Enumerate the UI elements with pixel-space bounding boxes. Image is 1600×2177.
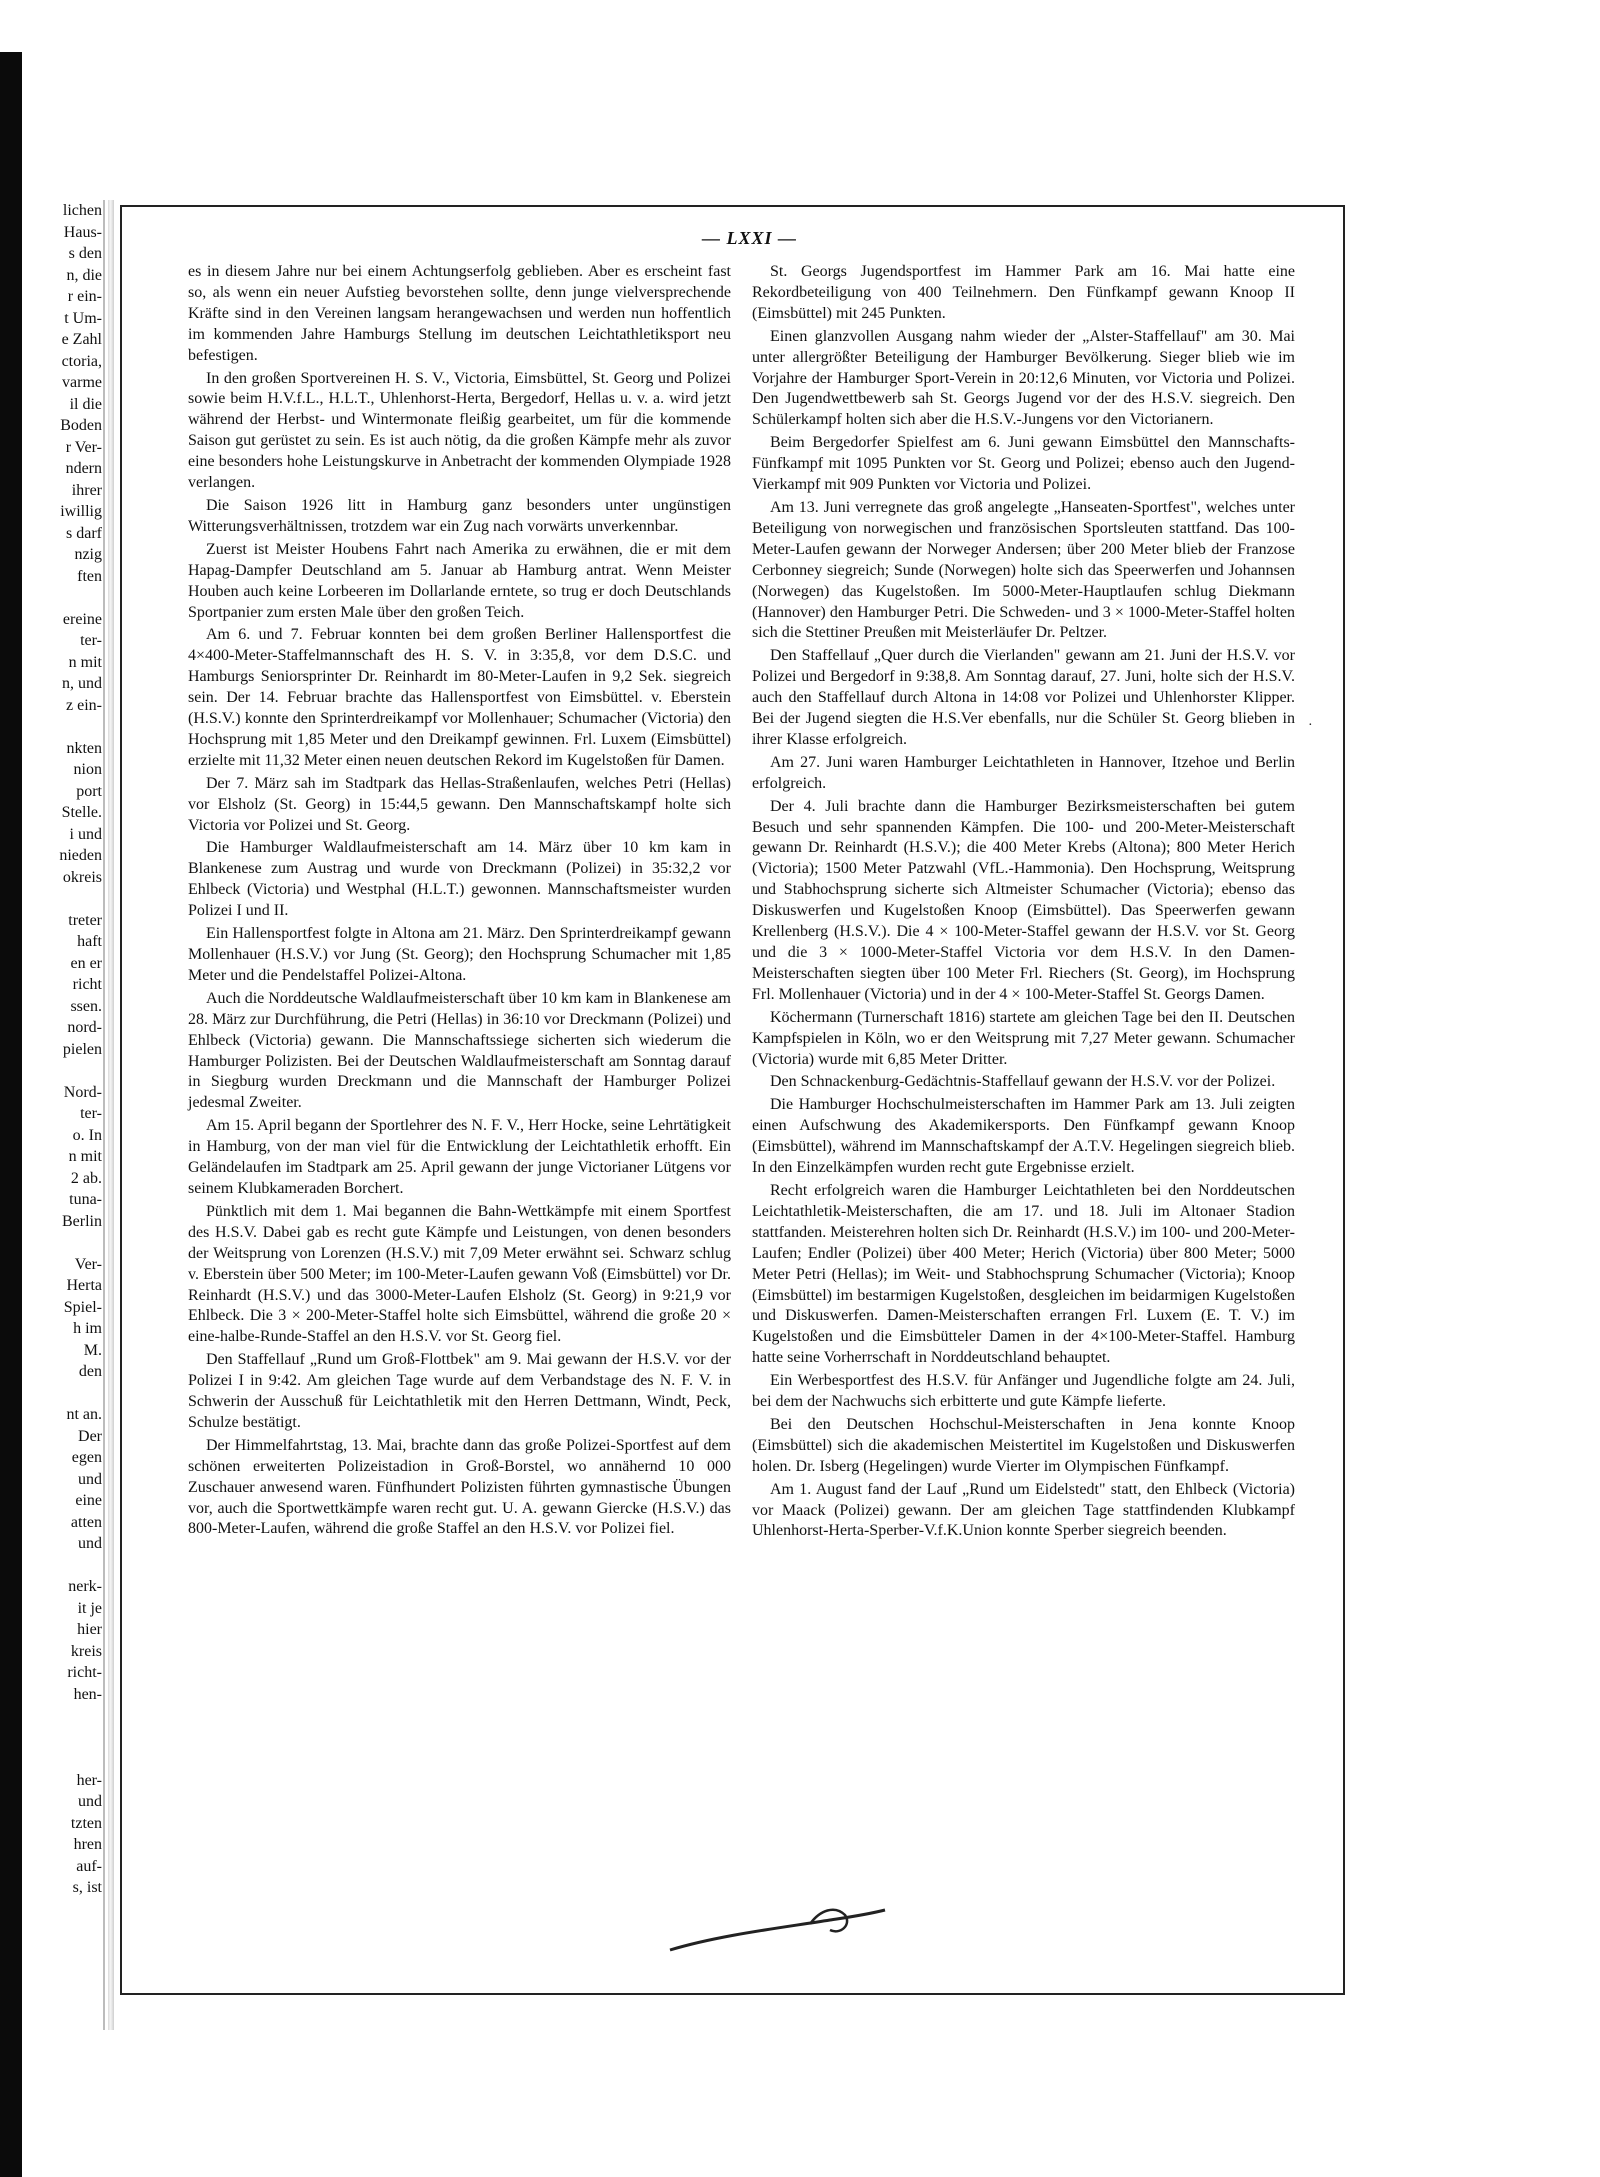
fragment-line: ter- <box>80 1105 102 1122</box>
fragment-line: en er <box>70 954 102 972</box>
fragment-line <box>10 716 102 738</box>
fragment-line: s, ist <box>72 1879 102 1896</box>
fragment-line: n mit <box>68 1148 102 1165</box>
adjacent-page-fragment <box>10 200 108 2040</box>
paragraph: Pünktlich mit dem 1. Mai begannen die Bahn-Wettkämpfe mit einem Sportfest des H.S.V. Dabei gab es recht gute Kämpfe und Leistungen, von denen besonders der Weitsprung von Lorenzen (H.S.V.) mit 7,09 Meter erwähnt sei. Schwarz schlug v. Eberstein über 500 Meter; im 100-Meter-Laufen gewann Voß (Eimsbüttel) vor Dr. Reinhardt (H.S.V.) und das 3000-Meter-Laufen Elsholz (St. Georg) in 9:21,9 vor Ehlbeck. Die 3 × 200-Meter-Staffel holte sich Eimsbüttel, während die große 20 × eine-halbe-Runde-Staffel an den H.S.V. vor St. Georg fiel. <box>188 1202 731 1346</box>
fragment-line: Stelle. <box>61 804 102 821</box>
fragment-line: e Zahl <box>61 331 102 348</box>
fragment-line: r ein- <box>67 288 102 305</box>
fragment-line <box>10 1748 102 1770</box>
fragment-line: nerk- <box>68 1578 102 1595</box>
paragraph: In den großen Sportvereinen H. S. V., Victoria, Eimsbüttel, St. Georg und Polizei sowie beim H.V.f.L., H.L.T., Uhlenhorst-Herta, Bergedorf, Hellas u. v. a. wird jetzt während der Herbst- und Wintermonate fleißig gearbeitet, um für die kommende Saison gut gerüstet zu sein. Es ist auch nötig, da die großen Kämpfe mehr als zuvor eine besonders hohe Leistungskurve in Anbetracht der kommenden Olympiade 1928 verlangen. <box>188 369 731 492</box>
paragraph: Ein Werbesportfest des H.S.V. für Anfänger und Jugendliche folgte am 24. Juli, bei dem der Nachwuchs sich erbitterte und gute Kämpfe lieferte. <box>752 1372 1295 1411</box>
fragment-line: nzig <box>74 546 102 563</box>
paragraph: Die Hamburger Hochschulmeisterschaften im Hammer Park am 13. Juli zeigten einen Aufschwung des Akademikersports. Den Fünfkampf gewann Knoop (Eimsbüttel), während im Mannschaftskampf der A.T.V. Hegelingen siegreich blieb. In den Einzelkämpfen wurden recht gute Ergebnisse erzielt. <box>752 1096 1295 1177</box>
fragment-line: n, und <box>62 675 102 692</box>
paragraph: Den Schnackenburg-Gedächtnis-Staffellauf gewann der H.S.V. vor der Polizei. <box>770 1073 1276 1091</box>
fragment-line: und <box>78 1470 102 1488</box>
paragraph: Am 6. und 7. Februar konnten bei dem großen Berliner Hallensportfest die 4×400-Meter-Staffelmannschaft des H. S. V. in 3:35,8, vor dem D.S.C. und Hamburgs Seniorsprinter Dr. Reinhardt im 80-Meter-Laufen in 9,2 Sek. siegreich sein. Der 14. Februar brachte das Hallensportfest von Eimsbüttel. v. Eberstein (H.S.V.) konnte den Sprinterdreikampf vor Mollenhauer; Schumacher (Victoria) den Hochsprung mit 1,85 Meter und den Dreikampf gewinnen. Frl. Luxem (Eimsbüttel) erzielte mit 11,32 Meter einen neuen deutschen Rekord im Kugelstoßen für Damen. <box>188 626 731 769</box>
fragment-line: M. <box>83 1341 102 1359</box>
fragment-line: tuna- <box>69 1191 102 1208</box>
book-gutter <box>108 200 114 2030</box>
fragment-line: tzten <box>70 1814 102 1832</box>
fragment-line: Herta <box>66 1277 102 1294</box>
fragment-line: t Um- <box>64 309 102 327</box>
fragment-line: il die <box>69 395 102 413</box>
fragment-line: und <box>78 1793 102 1810</box>
fragment-line: s darf <box>66 524 102 542</box>
paragraph: Ein Hallensportfest folgte in Altona am 21. März. Den Sprinterdreikampf gewann Mollenhauer (H.S.V.) vor Jung (St. Georg); den Hochsprung Schumacher mit 1,85 Meter und die Pendelstaffel Polizei-Altona. <box>188 925 731 984</box>
fragment-line: ihrer <box>71 481 102 499</box>
fragment-line: s den <box>68 245 102 262</box>
fragment-line <box>10 1383 102 1405</box>
paragraph: Die Hamburger Waldlaufmeisterschaft am 14. März über 10 km kam in Blankenese zum Austrag und wurde von Dreckmann (Polizei) in 35:32,2 vor Ehlbeck (Victoria) und Westphal (H.L.T.) gewonnen. Mannschaftsmeister wurden Polizei I und II. <box>188 839 731 920</box>
fragment-line: Haus- <box>63 223 102 241</box>
fragment-line: nieden <box>59 847 102 864</box>
fragment-line: n mit <box>68 653 102 671</box>
fragment-line: pielen <box>62 1040 102 1058</box>
fragment-line: Spiel- <box>63 1298 102 1316</box>
fragment-line: treter <box>68 911 102 929</box>
fragment-line <box>10 587 102 609</box>
paragraph: Auch die Norddeutsche Waldlaufmeisterschaft über 10 km kam in Blankenese am 28. März zur Durchführung, die Petri (Hellas) in 36:10 vor Dreckmann (Polizei) und Ehlbeck (Victoria) gewann. Die Mannschaftssiege sicherten sich wiederum die Hamburger Polizisten. Bei der Deutschen Waldlaufmeisterschaft am Sonntag darauf in Siegburg wurden Dreckmann und die Mannschaft der Hamburger Polizei jedesmal Zweiter. <box>188 989 731 1112</box>
paragraph: Recht erfolgreich waren die Hamburger Leichtathleten bei den Norddeutschen Leichtathletik-Meisterschaften, die am 17. und 18. Juli im Altonaer Stadion stattfanden. Meisterehren holten sich Dr. Reinhardt (H.S.V.) im 100- und 200-Meter-Laufen; Endler (Polizei) über 400 Meter; Herich (Victoria) über 800 Meter; 5000 Meter Petri (Hellas); im Weit- und Stabhochsprung Schumacher (Victoria); Knoop (Eimsbüttel) im bestarmigen Kugelstoßen, desgleichen im beidarmigen Kugelstoßen und Diskuswerfen. Damen-Meisterschaften errangen Frl. Luxem (E. T. V.) im Kugelstoßen und die Eimsbütteler Damen in der 4×100-Meter-Staffel. Hamburg hatte seine Vorherrschaft in Norddeutschland behauptet. <box>752 1181 1295 1367</box>
fragment-line: 2 ab. <box>70 1169 102 1187</box>
paragraph: Am 27. Juni waren Hamburger Leichtathleten in Hannover, Itzehoe und Berlin erfolgreich. <box>752 753 1295 792</box>
fragment-line: eine <box>75 1492 102 1509</box>
fragment-line: nion <box>73 761 102 778</box>
fragment-line <box>10 1555 102 1577</box>
paragraph: Der 4. Juli brachte dann die Hamburger Bezirksmeisterschaften bei gutem Besuch und sehr spannenden Kämpfen. Die 100- und 200-Meter-Meisterschaft gewann Dr. Reinhardt (H.S.V.); die 400 Meter Krebs (Altona); 800 Meter Herich (Victoria); 1500 Meter Patzwahl (VfL.-Hammonia). Den Hochsprung, Weitsprung und Stabhochsprung sicherte sich Altmeister Schumacher (Victoria); ebenso das Diskuswerfen und Kugelstoßen Knoop (Eimsbüttel). Das Speerwerfen gewann Krellenberg (H.S.V.). Die 4 × 100-Meter-Staffel gewann der H.S.V. vor St. Georg und die 3 × 1000-Meter-Staffel Victoria vor dem H.S.V. In den Damen-Meisterschaften siegten über 100 Meter Frl. Riechers (St. Georg), im Hochsprung Frl. Mollenhauer (Victoria) und in der 4 × 100-Meter-Staffel St. Georgs Damen. <box>752 797 1295 1003</box>
fragment-line: kreis <box>70 1642 102 1660</box>
fragment-line: richt <box>72 976 102 993</box>
paragraph: Beim Bergedorfer Spielfest am 6. Juni gewann Eimsbüttel den Mannschafts-Fünfkampf mit 1095 Punkten vor St. Georg und Polizei; ebenso auch den Jugend-Vierkampf mit 909 Punkten vor Victoria und Polizei. <box>752 434 1295 494</box>
book-gutter-line <box>103 200 105 2030</box>
paragraph: Den Staffellauf „Rund um Groß-Flottbek" am 9. Mai gewann der H.S.V. vor der Polizei I in 9:42. Am gleichen Tage wurde auf dem Verbandstage des N. F. V. in Schwerin der Ausschuß für Leichtathletik mit den Herren Dettmann, Windt, Peck, Schulze bestätigt. <box>188 1351 731 1431</box>
fragment-line: atten <box>70 1513 102 1531</box>
paragraph: Einen glanzvollen Ausgang nahm wieder der „Alster-Staffellauf" am 30. Mai unter allergrößter Beteiligung der Hamburger Bevölkerung. Sieger blieb wie im Vorjahre der Hamburger Sport-Verein in 20:12,6 Minuten, vor Victoria und Polizei. Den Jugendwettbewerb sah St. Georgs Jugend vor der des H.S.V. siegreich. Den Schülerkampf holten sich aber die H.S.V.-Jungens vor den Victorianern. <box>752 327 1295 429</box>
fragment-line: ter- <box>80 632 102 649</box>
fragment-line: haft <box>77 933 102 950</box>
paragraph: Am 13. Juni verregnete das groß angelegte „Hanseaten-Sportfest", welches unter Beteiligung von norwegischen und französischen Sportsleuten stattfand. Das 100-Meter-Laufen gewann der Norweger Andersen; über 200 Meter blieb der Franzose Cerbonney siegreich; Sunde (Norwegen) holte sich das Speerwerfen und Johannsen (Norwegen) das Kugelstoßen. Im 5000-Meter-Hauptlaufen schlug Diekmann (Hannover) den Hamburger Petri. Die Schweden- und 3 × 1000-Meter-Staffel holten sich die Stettiner Preußen mit Meisterläufer Dr. Peltzer. <box>752 498 1295 642</box>
fragment-line: Nord- <box>63 1083 102 1101</box>
fragment-line: Berlin <box>62 1212 102 1230</box>
fragment-line: iwillig <box>60 503 102 520</box>
fragment-line: ereine <box>62 610 102 628</box>
fragment-line <box>10 1705 102 1727</box>
fragment-line: egen <box>71 1449 102 1466</box>
fragment-line: ctoria, <box>61 352 102 370</box>
fragment-line: Boden <box>60 417 102 434</box>
paragraph: Die Saison 1926 litt in Hamburg ganz besonders unter ungünstigen Witterungsverhältnissen, trotzdem war ein Zug nach vorwärts unverkennbar. <box>188 496 731 535</box>
fragment-line: lichen <box>62 202 102 219</box>
fragment-line: okreis <box>62 868 102 886</box>
fragment-line: i und <box>69 825 102 843</box>
fragment-line: hen- <box>73 1685 102 1703</box>
margin-dot: · <box>1308 718 1313 733</box>
fragment-line <box>10 1232 102 1254</box>
fragment-line <box>10 888 102 910</box>
text-column-right <box>752 262 1295 1544</box>
paragraph: Köchermann (Turnerschaft 1816) startete am gleichen Tage bei den II. Deutschen Kampfspielen in Köln, wo er den Weitsprung mit 7,27 Meter gewann. Schumacher (Victoria) wurde mit 6,85 Meter Dritter. <box>752 1008 1295 1068</box>
fragment-line: r Ver- <box>65 438 102 456</box>
fragment-line: nkten <box>66 739 102 757</box>
fragment-line: o. In <box>72 1126 102 1144</box>
paragraph: Den Staffellauf „Quer durch die Vierlanden" gewann am 21. Juni der H.S.V. vor Polizei und Bergedorf in 9:38,8. Am Sonntag darauf, 27. Juni, holte sich der H.S.V. auch den Staffellauf durch Altona in 14:08 vor Polizei und Uhlenhorster Klipper. Bei der Jugend siegten die H.S.Ver ebenfalls, nur die Schüler St. Georg blieben in ihrer Klasse erfolgreich. <box>752 647 1295 748</box>
paragraph: St. Georgs Jugendsportfest im Hammer Park am 16. Mai hatte eine Rekordbeteiligung von 400 Teilnehmern. Den Fünfkampf gewann Knoop II (Eimsbüttel) mit 245 Punkten. <box>752 263 1295 322</box>
pencil-scribble-mark <box>660 1880 900 1970</box>
fragment-line: ndern <box>65 460 102 477</box>
fragment-line <box>10 1727 102 1749</box>
fragment-line: hren <box>73 1836 102 1853</box>
fragment-line: nt an. <box>66 1406 102 1423</box>
fragment-line: ssen. <box>70 997 102 1015</box>
fragment-line: n, die <box>66 266 102 284</box>
page-number: — LXXI — <box>702 228 798 248</box>
paragraph: Der Himmelfahrtstag, 13. Mai, brachte dann das große Polizei-Sportfest auf dem schönen erweiterten Polizeistadion in Groß-Borstel, wo annähernd 10 000 Zuschauer anwesend waren. Fünfhundert Polizisten führten gymnastische Übungen vor, auch die Sportwettkämpfe waren recht gut. U. A. gewann Giercke (H.S.V.) das 800-Meter-Laufen, während die große Staffel an den H.S.V. vor Polizei fiel. <box>188 1436 731 1538</box>
fragment-line: port <box>76 782 102 800</box>
fragment-line: den <box>78 1363 102 1380</box>
fragment-line: auf- <box>76 1857 102 1875</box>
fragment-line: h im <box>73 1320 102 1337</box>
fragment-line: und <box>78 1535 102 1552</box>
paragraph: es in diesem Jahre nur bei einem Achtungserfolg geblieben. Aber es erscheint fast so, als wenn ein neuer Aufstieg bevorstehen sollte, denn junge vielversprechende Kräfte sind in den Vereinen langsam herangewachsen und werden nun hoffentlich im kommenden Jahre Hamburgs Stellung im deutschen Leichtathletiksport neu befestigen. <box>188 263 731 364</box>
fragment-line: Ver- <box>74 1255 102 1273</box>
text-column-left <box>188 262 731 1542</box>
fragment-line: ften <box>77 567 102 585</box>
fragment-line: varme <box>62 374 102 391</box>
paragraph: Zuerst ist Meister Houbens Fahrt nach Amerika zu erwähnen, die er mit dem Hapag-Dampfer Deutschland am 5. Januar ab Hamburg antrat. Wenn Meister Houben auch keine Lorbeeren im Dollarlande erntete, so trug er doch Deutschlands Sportpanier zum ersten Male über den großen Teich. <box>188 540 731 621</box>
fragment-line: richt- <box>67 1664 102 1681</box>
fragment-line: it je <box>77 1599 102 1617</box>
paragraph: Am 1. August fand der Lauf „Rund um Eidelstedt" statt, den Ehlbeck (Victoria) vor Maack (Polizei) gewann. Der am gleichen Tage stattfindenden Klubkampf Uhlenhorst-Herta-Sperber-V.f.K.Union konnte Sperber siegreich beenden. <box>752 1480 1295 1540</box>
paragraph: Der 7. März sah im Stadtpark das Hellas-Straßenlaufen, welches Petri (Hellas) vor Elsholz (St. Georg) in 15:44,5 gewann. Den Mannschaftskampf holte sich Victoria vor Polizei und St. Georg. <box>188 774 731 834</box>
paragraph: Am 15. April begann der Sportlehrer des N. F. V., Herr Hocke, seine Lehrtätigkeit in Hamburg, von der man viel für die Entwicklung der Leichtathletik erhofft. Ein Geländelaufen im Stadtpark am 25. April gewann der junge Victorianer Lütgens vor seinem Klubkameraden Borchert. <box>188 1117 731 1197</box>
paragraph: Bei den Deutschen Hochschul-Meisterschaften in Jena konnte Knoop (Eimsbüttel) sich die akademischen Meistertitel im Kugelstoßen und Diskuswerfen holen. Dr. Isberg (Hegelingen) wurde Vierter im Olympischen Fünfkampf. <box>752 1415 1295 1475</box>
fragment-line: hier <box>77 1621 102 1638</box>
fragment-line: z ein- <box>66 696 102 714</box>
fragment-line: her- <box>76 1771 102 1789</box>
fragment-line: nord- <box>67 1019 102 1036</box>
fragment-line <box>10 1060 102 1082</box>
fragment-line: Der <box>78 1427 102 1445</box>
